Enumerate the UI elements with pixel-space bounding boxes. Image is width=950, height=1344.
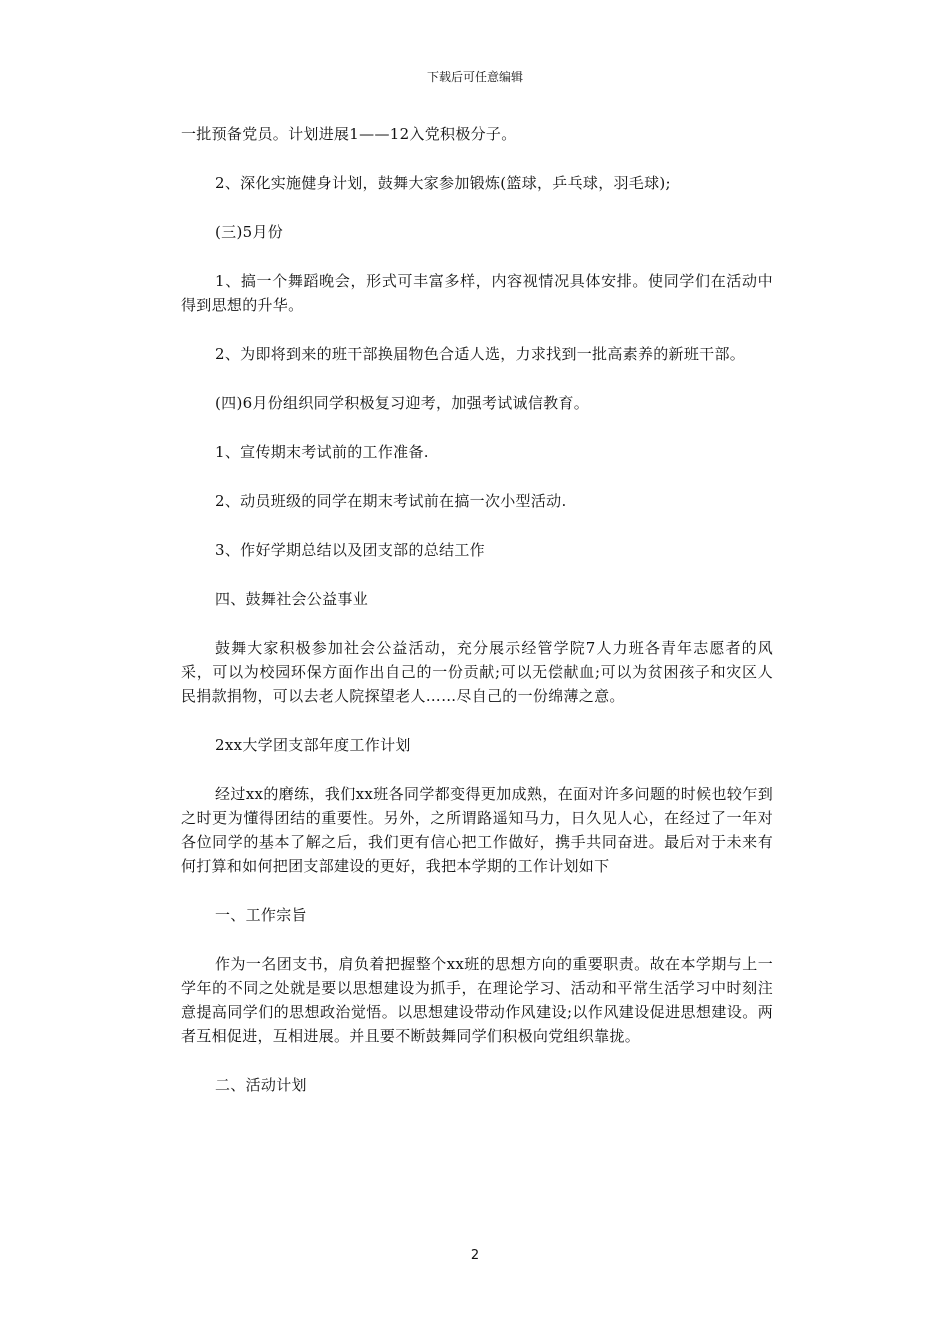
- paragraph-body: 鼓舞大家积极参加社会公益活动，充分展示经管学院7人力班各青年志愿者的风采，可以为校园环保方面作出自己的一份贡献;可以无偿献血;可以为贫困孩子和灾区人民捐款捐物，可以去老人院探望老人……尽自己的一份绵薄之意。: [181, 639, 773, 705]
- paragraph-item: 2、为即将到来的班干部换届物色合适人选，力求找到一批高素养的新班干部。: [215, 345, 746, 363]
- paragraph-body: 经过xx的磨练，我们xx班各同学都变得更加成熟，在面对许多问题的时候也较乍到之时更为懂得团结的重要性。另外，之所谓路遥知马力，日久见人心，在经过了一年对各位同学的基本了解之后，我们更有信心把工作做好，携手共同奋进。最后对于未来有何打算和如何把团支部建设的更好，我把本学期的工作计划如下: [181, 785, 773, 875]
- section-heading-public-welfare: 四、鼓舞社会公益事业: [215, 590, 369, 608]
- paragraph-item: 3、作好学期总结以及团支部的总结工作: [215, 541, 485, 559]
- section-heading-may: (三)5月份: [215, 223, 284, 241]
- paragraph-item: 1、搞一个舞蹈晚会，形式可丰富多样，内容视情况具体安排。使同学们在活动中得到思想的升华。: [181, 272, 773, 314]
- paragraph-body: 作为一名团支书，肩负着把握整个xx班的思想方向的重要职责。故在本学期与上一学年的不同之处就是要以思想建设为抓手，在理论学习、活动和平常生活学习中时刻注意提高同学们的思想政治觉悟。以思想建设带动作风建设;以作风建设促进思想建设。两者互相促进，互相进展。并且要不断鼓舞同学们积极向党组织靠拢。: [181, 955, 773, 1045]
- page-number: 2: [470, 1248, 480, 1263]
- page-header: 下载后可任意编辑: [426, 70, 523, 84]
- document-body: [181, 122, 773, 1122]
- section-heading-june: (四)6月份组织同学积极复习迎考，加强考试诚信教育。: [215, 394, 590, 412]
- paragraph-item: 2、动员班级的同学在期末考试前在搞一次小型活动.: [215, 492, 567, 510]
- paragraph-item: 1、宣传期末考试前的工作准备.: [215, 443, 429, 461]
- document-subtitle: 2xx大学团支部年度工作计划: [215, 736, 411, 754]
- paragraph-continuation: 一批预备党员。计划进展1——12入党积极分子。: [181, 125, 517, 143]
- section-heading-purpose: 一、工作宗旨: [215, 906, 307, 924]
- paragraph-item: 2、深化实施健身计划，鼓舞大家参加锻炼(篮球，乒乓球，羽毛球);: [215, 174, 671, 192]
- section-heading-activity-plan: 二、活动计划: [215, 1076, 307, 1094]
